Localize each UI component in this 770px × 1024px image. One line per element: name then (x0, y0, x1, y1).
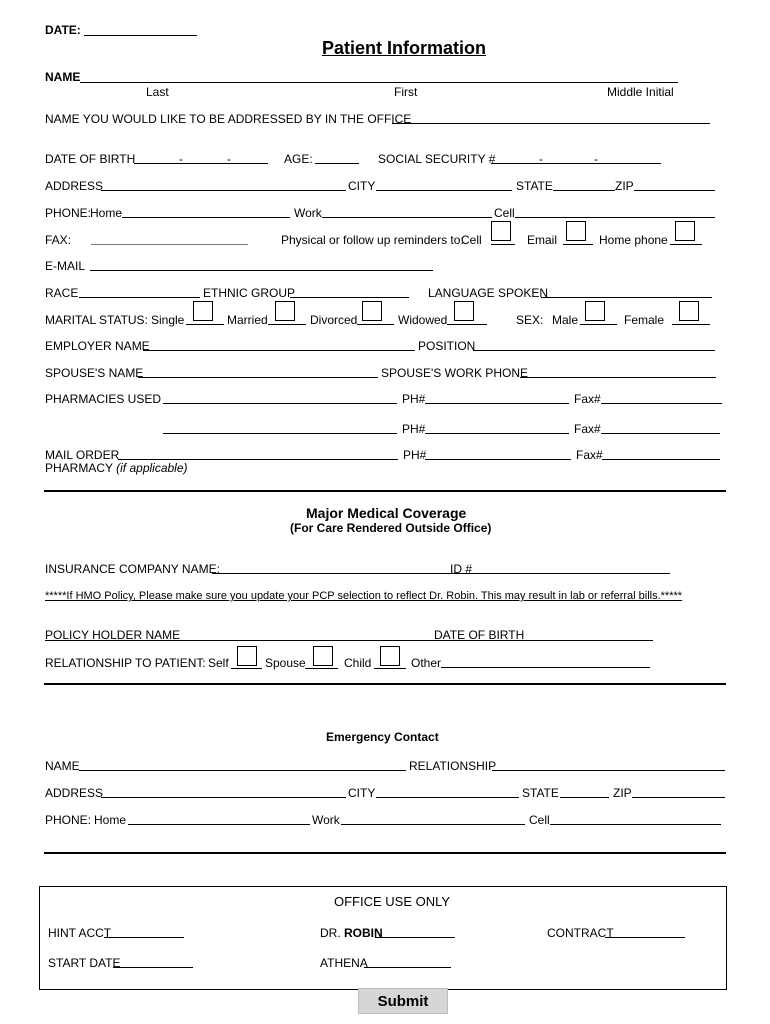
spouse-name-label: SPOUSE'S NAME (45, 366, 144, 380)
emergency-home-label: Home (94, 813, 127, 827)
reminder-home-phone-checkbox[interactable] (675, 221, 695, 241)
city-field[interactable] (376, 190, 512, 191)
emergency-state-label: STATE (522, 786, 559, 800)
pharmacy-name-field[interactable] (163, 403, 397, 404)
relationship-other-field[interactable] (441, 667, 650, 668)
name-label: NAME (45, 70, 81, 84)
relationship-spouse-checkbox[interactable] (313, 646, 333, 666)
zip-field[interactable] (634, 190, 715, 191)
dr-robin-field[interactable] (375, 937, 455, 938)
city-label: CITY (348, 179, 376, 193)
mail-order-field[interactable] (118, 459, 398, 460)
home-phone-field[interactable] (122, 217, 290, 218)
pharmacy-word: PHARMACY (45, 461, 113, 475)
reminder-home-phone-label: Home phone (599, 233, 668, 247)
emergency-zip-label: ZIP (613, 786, 632, 800)
submit-button[interactable]: Submit (358, 988, 448, 1014)
dob-separator: - (179, 152, 183, 166)
start-date-label: START DATE (48, 956, 121, 970)
spouse-work-phone-label: SPOUSE'S WORK PHONE (381, 366, 528, 380)
preferred-name-field[interactable] (392, 123, 710, 124)
fax-field[interactable] (91, 244, 248, 245)
relationship-self-label: Self (208, 656, 229, 670)
emergency-city-label: CITY (348, 786, 376, 800)
reminder-cell-checkbox[interactable] (491, 221, 511, 241)
dr-robin-label (320, 926, 383, 940)
single-checkbox[interactable] (193, 301, 213, 321)
pharmacy-fax-field[interactable] (602, 459, 720, 460)
divorced-label: Divorced (310, 313, 358, 327)
hint-acct-field[interactable] (104, 937, 184, 938)
sex-label: SEX: (516, 313, 544, 327)
phone-label: PHONE: (45, 206, 92, 220)
pharmacy-name-field[interactable] (163, 433, 397, 434)
phone-home-label: Home (90, 206, 123, 220)
checkbox-underline (374, 668, 406, 669)
athena-label: ATHENA (320, 956, 368, 970)
male-label: Male (552, 313, 579, 327)
emergency-address-field[interactable] (101, 797, 346, 798)
state-label: STATE (516, 179, 553, 193)
ethnic-group-label: ETHNIC GROUP (203, 286, 296, 300)
mail-order-pharmacy-label (45, 461, 188, 475)
emergency-work-phone-field[interactable] (341, 824, 525, 825)
emergency-state-field[interactable] (560, 797, 609, 798)
relationship-other-label: Other (411, 656, 442, 670)
pharmacy-fax-label: Fax# (574, 392, 601, 406)
emergency-relationship-field[interactable] (492, 770, 725, 771)
emergency-city-field[interactable] (376, 797, 519, 798)
page-title: Patient Information (322, 38, 487, 58)
pharmacy-fax-label: Fax# (574, 422, 601, 436)
address-label: ADDRESS (45, 179, 104, 193)
dr-prefix: DR. (320, 926, 341, 940)
checkbox-underline (563, 244, 593, 245)
mail-order-label: MAIL ORDER (45, 448, 120, 462)
ssn-field[interactable] (491, 163, 661, 164)
emergency-name-label: NAME (45, 759, 80, 773)
widowed-label: Widowed (398, 313, 448, 327)
age-label: AGE: (284, 152, 313, 166)
work-phone-field[interactable] (322, 217, 492, 218)
office-use-title: OFFICE USE ONLY (334, 894, 451, 909)
name-middle-caption: Middle Initial (607, 85, 674, 99)
emergency-work-label: Work (312, 813, 340, 827)
widowed-checkbox[interactable] (454, 301, 474, 321)
policy-holder-label: POLICY HOLDER NAME (45, 628, 181, 642)
emergency-cell-phone-field[interactable] (550, 824, 721, 825)
language-label: LANGUAGE SPOKEN (428, 286, 549, 300)
policy-holder-field[interactable] (45, 640, 653, 641)
pharmacy-phone-label: PH# (402, 392, 426, 406)
checkbox-underline (186, 324, 224, 325)
hmo-notice: *****If HMO Policy, Please make sure you update your PCP selection to reflect Dr. Robin. This may result in lab or referral bills.***** (45, 590, 683, 602)
section-divider (44, 683, 726, 685)
section-divider (44, 490, 726, 492)
checkbox-underline (357, 324, 394, 325)
relationship-spouse-label: Spouse (265, 656, 306, 670)
phone-cell-label: Cell (494, 206, 515, 220)
name-last-caption: Last (146, 85, 169, 99)
dob-separator: - (227, 152, 231, 166)
insurance-company-field[interactable] (212, 573, 670, 574)
contract-field[interactable] (605, 937, 685, 938)
state-field[interactable] (553, 190, 615, 191)
fax-label: FAX: (45, 233, 72, 247)
divorced-checkbox[interactable] (362, 301, 382, 321)
relationship-child-checkbox[interactable] (380, 646, 400, 666)
pharmacies-label: PHARMACIES USED (45, 392, 162, 406)
employer-label: EMPLOYER NAME (45, 339, 150, 353)
reminders-label: Physical or follow up reminders to: (281, 233, 464, 247)
ssn-separator: - (539, 152, 543, 166)
coverage-title: Major Medical Coverage (306, 505, 467, 521)
single-label: Single (151, 313, 185, 327)
checkbox-underline (580, 324, 617, 325)
emergency-address-label: ADDRESS (45, 786, 104, 800)
spouse-work-phone-field[interactable] (520, 377, 716, 378)
emergency-zip-field[interactable] (632, 797, 725, 798)
pharmacy-phone-field[interactable] (425, 403, 569, 404)
insurance-id-label: ID # (450, 562, 473, 576)
contract-label: CONTRACT (547, 926, 614, 940)
pharmacy-fax-field[interactable] (601, 433, 720, 434)
insurance-company-label: INSURANCE COMPANY NAME: (45, 562, 220, 576)
emergency-name-field[interactable] (79, 770, 406, 771)
preferred-name-label: NAME YOU WOULD LIKE TO BE ADDRESSED BY IN THE OFFICE (45, 112, 412, 126)
zip-label: ZIP (615, 179, 634, 193)
athena-field[interactable] (364, 967, 451, 968)
ssn-label: SOCIAL SECURITY # (378, 152, 496, 166)
relationship-child-label: Child (344, 656, 372, 670)
position-field[interactable] (473, 350, 715, 351)
emergency-relationship-label: RELATIONSHIP (409, 759, 497, 773)
reminder-email-checkbox[interactable] (566, 221, 586, 241)
pharmacy-phone-label: PH# (402, 422, 426, 436)
race-label: RACE (45, 286, 79, 300)
emergency-phone-label: PHONE: (45, 813, 92, 827)
emergency-title: Emergency Contact (326, 730, 439, 744)
ethnic-group-field[interactable] (290, 297, 409, 298)
checkbox-underline (491, 244, 515, 245)
coverage-subtitle: (For Care Rendered Outside Office) (290, 521, 492, 535)
reminder-email-label: Email (527, 233, 558, 247)
reminder-cell-label: Cell (461, 233, 482, 247)
pharmacy-fax-field[interactable] (601, 403, 722, 404)
checkbox-underline (670, 244, 702, 245)
name-first-caption: First (394, 85, 418, 99)
checkbox-underline (447, 324, 487, 325)
policy-holder-dob-label: DATE OF BIRTH (434, 628, 525, 642)
pharmacy-phone-field[interactable] (425, 433, 569, 434)
spouse-name-field[interactable] (138, 377, 378, 378)
if-applicable-note: (if applicable) (116, 461, 188, 475)
female-checkbox[interactable] (679, 301, 699, 321)
marital-status-label: MARITAL STATUS: (45, 313, 148, 327)
relationship-self-checkbox[interactable] (237, 646, 257, 666)
checkbox-underline (672, 324, 710, 325)
position-label: POSITION (418, 339, 476, 353)
checkbox-underline (268, 324, 306, 325)
robin-name: ROBIN (344, 926, 383, 940)
name-field[interactable] (80, 82, 678, 83)
married-checkbox[interactable] (275, 301, 295, 321)
relationship-label: RELATIONSHIP TO PATIENT: (45, 656, 206, 670)
dob-label: DATE OF BIRTH (45, 152, 136, 166)
address-field[interactable] (101, 190, 346, 191)
start-date-field[interactable] (113, 967, 193, 968)
emergency-home-phone-field[interactable] (128, 824, 310, 825)
pharmacy-phone-label: PH# (403, 448, 427, 462)
hint-acct-label: HINT ACCT (48, 926, 112, 940)
ssn-separator: - (594, 152, 598, 166)
female-label: Female (624, 313, 665, 327)
checkbox-underline (231, 668, 262, 669)
date-field[interactable] (84, 35, 197, 36)
age-field[interactable] (315, 163, 359, 164)
dob-field[interactable] (134, 163, 268, 164)
married-label: Married (227, 313, 268, 327)
email-label: E-MAIL (45, 259, 86, 273)
male-checkbox[interactable] (585, 301, 605, 321)
checkbox-underline (305, 668, 338, 669)
race-field[interactable] (79, 297, 200, 298)
section-divider (44, 852, 726, 854)
cell-phone-field[interactable] (515, 217, 715, 218)
language-field[interactable] (541, 297, 712, 298)
emergency-cell-label: Cell (529, 813, 550, 827)
pharmacy-fax-label: Fax# (576, 448, 603, 462)
pharmacy-phone-field[interactable] (425, 459, 571, 460)
employer-field[interactable] (143, 350, 415, 351)
date-label: DATE: (45, 23, 81, 37)
email-field[interactable] (90, 270, 433, 271)
phone-work-label: Work (294, 206, 322, 220)
